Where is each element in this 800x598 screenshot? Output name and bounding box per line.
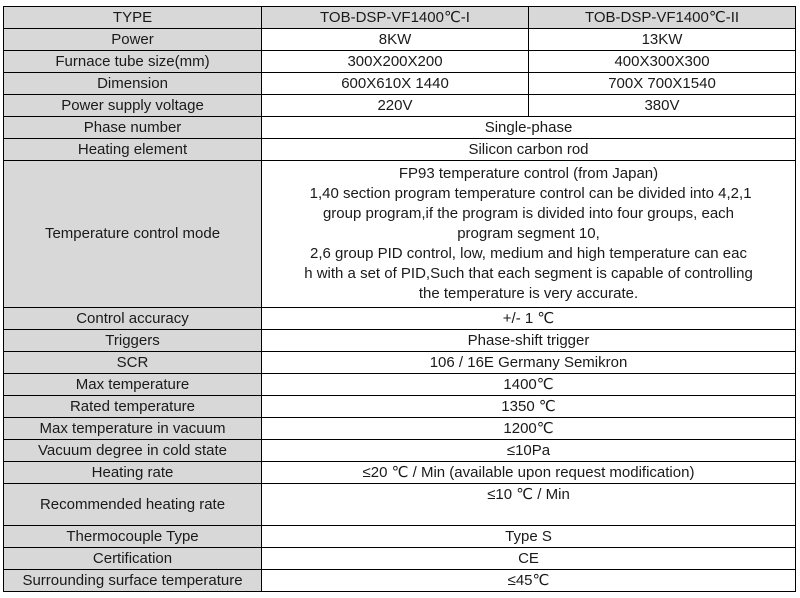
heating-element-value: Silicon carbon rod — [262, 139, 796, 161]
temp-control-label: Temperature control mode — [4, 161, 262, 308]
heating-element-label: Heating element — [4, 139, 262, 161]
phase-label: Phase number — [4, 117, 262, 139]
heating-element-row — [4, 139, 796, 161]
voltage-value-2: 380V — [529, 95, 796, 117]
power-value-2: 13KW — [529, 29, 796, 51]
tube-value-2: 400X300X300 — [529, 51, 796, 73]
max-temp-vacuum-value: 1200℃ — [262, 418, 796, 440]
rated-temp-row — [4, 396, 796, 418]
triggers-label: Triggers — [4, 330, 262, 352]
surface-temp-row — [4, 570, 796, 592]
accuracy-row — [4, 308, 796, 330]
max-temp-vacuum-label: Max temperature in vacuum — [4, 418, 262, 440]
temp-control-line: h with a set of PID,Such that each segment is capable of controlling — [304, 265, 753, 282]
scr-row — [4, 352, 796, 374]
temp-control-line: 1,40 section program temperature control can be divided into 4,2,1 — [305, 185, 752, 202]
phase-row — [4, 117, 796, 139]
max-temp-value: 1400℃ — [262, 374, 796, 396]
power-row — [4, 29, 796, 51]
rated-temp-label: Rated temperature — [4, 396, 262, 418]
dimension-row — [4, 73, 796, 95]
dimension-value-2: 700X 700X1540 — [529, 73, 796, 95]
surface-temp-value: ≤45℃ — [262, 570, 796, 592]
scr-value: 106 / 16E Germany Semikron — [262, 352, 796, 374]
surface-temp-label: Surrounding surface temperature — [4, 570, 262, 592]
accuracy-value: +/- 1 ℃ — [262, 308, 796, 330]
phase-value: Single-phase — [262, 117, 796, 139]
vacuum-degree-label: Vacuum degree in cold state — [4, 440, 262, 462]
max-temp-label: Max temperature — [4, 374, 262, 396]
certification-label: Certification — [4, 548, 262, 570]
temp-control-line: program segment 10, — [457, 225, 600, 242]
thermocouple-value: Type S — [262, 526, 796, 548]
thermocouple-label: Thermocouple Type — [4, 526, 262, 548]
power-label: Power — [4, 29, 262, 51]
max-temp-vacuum-row — [4, 418, 796, 440]
model-1-header: TOB-DSP-VF1400℃-I — [262, 7, 529, 29]
model-2-header: TOB-DSP-VF1400℃-II — [529, 7, 796, 29]
certification-row — [4, 548, 796, 570]
max-temp-row — [4, 374, 796, 396]
accuracy-label: Control accuracy — [4, 308, 262, 330]
dimension-value-1: 600X610X 1440 — [262, 73, 529, 95]
heating-rate-value: ≤20 ℃ / Min (available upon request modification) — [262, 462, 796, 484]
thermocouple-row — [4, 526, 796, 548]
type-header: TYPE — [4, 7, 262, 29]
tube-value-1: 300X200X200 — [262, 51, 529, 73]
temp-control-line: 2,6 group PID control, low, medium and high temperature can eac — [310, 245, 747, 262]
temp-control-line: group program,if the program is divided into four groups, each — [322, 205, 735, 222]
voltage-row — [4, 95, 796, 117]
tube-row — [4, 51, 796, 73]
temp-control-value — [262, 161, 796, 308]
heating-rate-label: Heating rate — [4, 462, 262, 484]
rec-heating-rate-label: Recommended heating rate — [4, 484, 262, 526]
temp-control-line: FP93 temperature control (from Japan) — [398, 165, 659, 182]
temp-control-row — [4, 161, 796, 308]
vacuum-degree-row — [4, 440, 796, 462]
tube-label: Furnace tube size(mm) — [4, 51, 262, 73]
rec-heating-rate-row — [4, 484, 796, 526]
voltage-label: Power supply voltage — [4, 95, 262, 117]
header-row — [4, 7, 796, 29]
scr-label: SCR — [4, 352, 262, 374]
vacuum-degree-value: ≤10Pa — [262, 440, 796, 462]
dimension-label: Dimension — [4, 73, 262, 95]
rated-temp-value: 1350 ℃ — [262, 396, 796, 418]
voltage-value-1: 220V — [262, 95, 529, 117]
certification-value: CE — [262, 548, 796, 570]
temp-control-line: the temperature is very accurate. — [418, 285, 639, 302]
heating-rate-row — [4, 462, 796, 484]
triggers-value: Phase-shift trigger — [262, 330, 796, 352]
spec-table — [3, 6, 796, 592]
triggers-row — [4, 330, 796, 352]
power-value-1: 8KW — [262, 29, 529, 51]
rec-heating-rate-value: ≤10 ℃ / Min — [262, 484, 796, 526]
